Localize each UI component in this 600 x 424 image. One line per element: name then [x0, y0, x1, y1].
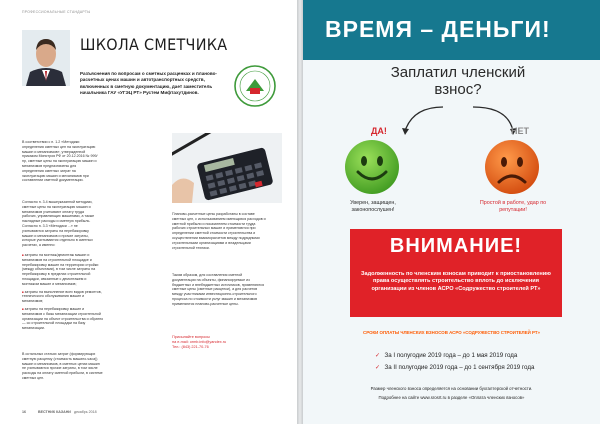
page-title: ШКОЛА СМЕТЧИКА: [80, 35, 228, 54]
sad-smiley-icon: [483, 138, 541, 196]
happy-smiley-icon: [343, 138, 401, 196]
deadline-text: За II полугодие 2019 года – до 1 сентября 2019 года: [384, 364, 535, 371]
bullet-item: ■ затраты на монтаж/демонтаж машин и механизмов на строительной площадке и перебазировку машин на территории стройки (между объектами), в том числе затраты на перебазировку в пределах строительной площадки, связанные с демонтажем и монтажом машин и механизмов;: [22, 253, 104, 287]
lead-paragraph: Разъяснения по вопросам о сметных расценках и планово-расчетных ценах машин и автотранспортных средств, включенных в сметную документацию, дает заместитель начальника ГАУ «УГЭЦ РТ» Рустем Мифтахутдинов.: [80, 71, 217, 96]
no-caption: Простой в работе, удар по репутации!: [479, 200, 547, 213]
bullet-item: ■ затраты на выполнение всех видов ремонтов, технического обслуживания машин и механизмов;: [22, 290, 104, 304]
attention-box: [350, 229, 562, 317]
contact-intro: Присылайте вопросы: [172, 335, 210, 339]
note-line-1: Размер членского взноса определяется на основании бухгалтерской отчетности.: [370, 386, 533, 391]
contact-phone: Тел.: (843) 221-70-76: [172, 344, 209, 349]
banner-title: ВРЕМЯ – ДЕНЬГИ!: [325, 16, 551, 42]
issue-date: декабрь 2018: [74, 410, 97, 414]
attention-title: ВНИМАНИЕ!: [389, 235, 523, 257]
deadline-text: За I полугодие 2019 года – до 1 мая 2019 года: [384, 352, 518, 359]
page-number: 16: [22, 410, 26, 414]
check-icon: ✓: [375, 353, 381, 359]
right-page: [303, 0, 600, 424]
yes-caption: Уверен, защищен, законопослушен!: [350, 200, 396, 213]
organization-logo: [233, 64, 277, 108]
note-line-2: Подробнее на сайте www.srosrt.ru в разделе «Оплата членских взносов»: [378, 395, 525, 400]
bullet-item: ■ затраты на перебазировку машин и механизмов с базы механизации строительной организации на объект строительства и обратно — со строительной площадки на базу механизации.: [22, 307, 104, 331]
no-label: НЕТ: [511, 126, 529, 136]
check-icon: ✓: [375, 365, 381, 371]
paragraph-2: Согласно п. 3.4 вышеуказанной методики, сметные цены на эксплуатацию машин и механизмов учитывают оплату труда рабочих, управляющих машинами, а также накладные расходы и сметную прибыль. Согласно п. 3.3 «Методики ...» не учитываются затраты на перебазировку машин и механизмов и прочие затраты, которые учитываются отдельно в сметных расчетах, а именно:: [22, 200, 95, 248]
paragraph-3: В остальных статьях затрат (формирующих сметную расценку (стоимость машино-часа)) машин и механизмов, в сметных ценах машин не учитываются прочие затраты, в том числе расходы на оплату сметной прибыли, в системе сметных цен.: [22, 352, 103, 380]
top-banner: [303, 0, 600, 60]
section-label: ПРОФЕССИОНАЛЬНЫЕ СТАНДАРТЫ: [22, 10, 91, 14]
contact-email-link[interactable]: на e-mail: ormb.info@yandex.ru: [172, 339, 227, 344]
author-photo: [22, 30, 70, 86]
paragraph-1: В соответствии с п. 1.2 «Методики определения сметных цен на эксплуатацию машин и механизмов», утвержденной приказом Минстроя РФ от 20.12.2016 № 999/пр, сметные цены на эксплуатацию машин и механизмов предназначены для определения сметных затрат на эксплуатацию машин и механизмов при составлении сметной документации.: [22, 140, 98, 183]
attention-text: Задолженность по членским взносам приводит к приостановлению права осуществлять строительство вплоть до исключения организации из членов АСРО «Содружество строителей РТ»: [361, 271, 551, 292]
mid-paragraph-2: Таким образом, для составления сметной документации на объекты, финансируемые из бюджетных и внебюджетных источников, применяются сметные цены (сметные расценки), а для расчетов между участниками инвестиционно-строительного процесса по стоимости услуг машин и механизмов применяются планово-расчетные цены.: [172, 273, 265, 306]
mid-paragraph-1: Планово-расчетные цены разработаны в составе сметных цен, с использованием имеющихся расходов и сметной прибыли и показателем стоимости труда рабочих строительных машин и применяются при определении сметной стоимости строительства и осуществлении взаиморасчетов между подрядными строительными организациями и владельцами строительной техники.: [172, 212, 266, 250]
issue-name: ВЕСТНИК КАЗАНИ: [38, 410, 71, 414]
bullet-list: [22, 253, 104, 334]
yes-label: ДА!: [371, 126, 387, 136]
calculator-image: [172, 133, 282, 203]
deadlines-title: СРОКИ ОПЛАТЫ ЧЛЕНСКИХ ВЗНОСОВ АСРО «СОДРУЖЕСТВО СТРОИТЕЛЕЙ РТ»: [363, 330, 540, 335]
contact-box: [172, 335, 262, 349]
left-page: [0, 0, 297, 424]
deadline-row: [375, 356, 534, 374]
question-heading: Заплатил членский взнос?: [390, 64, 526, 98]
